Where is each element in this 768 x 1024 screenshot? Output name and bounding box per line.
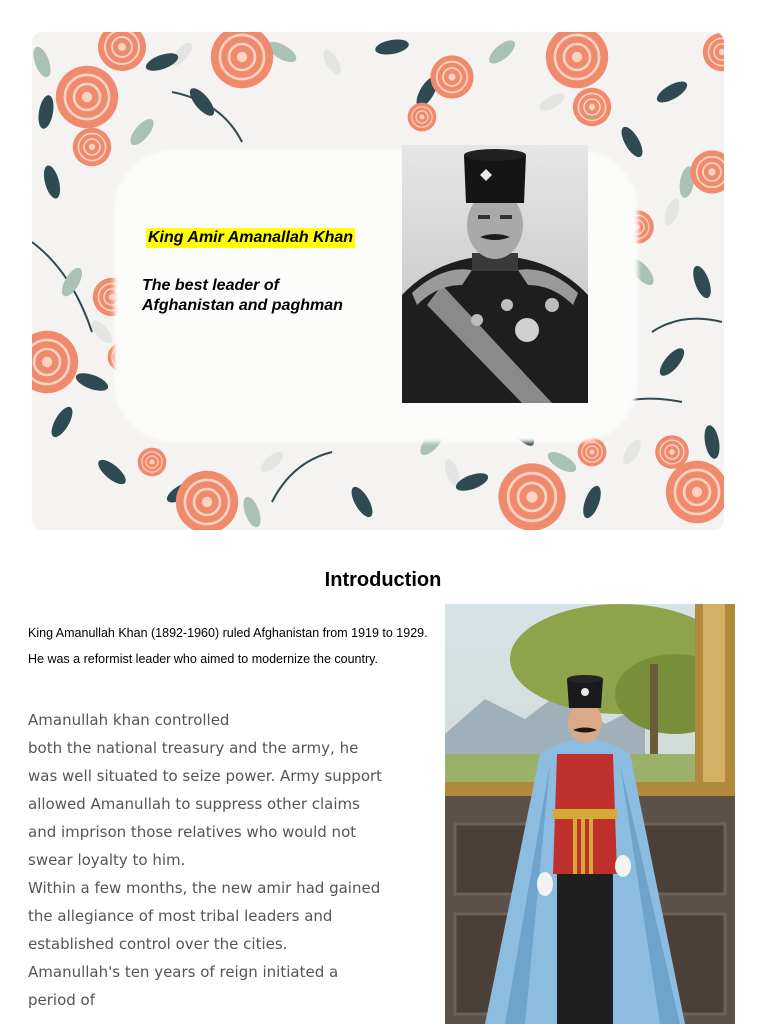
body-line: was well situated to seize power. Army support: [28, 767, 383, 785]
section-heading: Introduction: [324, 569, 442, 591]
body-line: Amanullah's ten years of reign initiated a: [28, 963, 339, 981]
cover-slide: [32, 32, 724, 530]
cover-title: King Amir Amanallah Khan: [148, 229, 354, 246]
body-line: and imprison those relatives who would not: [28, 823, 357, 841]
cover-subtitle-line: The best leader of: [142, 277, 279, 294]
body-line: swear loyalty to him.: [28, 851, 186, 869]
body-line: allowed Amanullah to suppress other claims: [28, 795, 360, 813]
body-line: Within a few months, the new amir had gained: [28, 879, 381, 897]
body-line: the allegiance of most tribal leaders and: [28, 907, 333, 925]
portrait-black-white: [402, 145, 588, 403]
body-paragraph: [28, 706, 428, 1014]
body-line: both the national treasury and the army, he: [28, 739, 359, 757]
intro-text-line: King Amanullah Khan (1892-1960) ruled Afghanistan from 1919 to 1929.: [28, 626, 428, 640]
body-line: Amanullah khan controlled: [28, 711, 230, 729]
cover-subtitle-line: Afghanistan and paghman: [142, 297, 343, 314]
portrait-color-painting: [445, 604, 735, 1024]
cover-subtitle: [142, 276, 392, 316]
body-line: period of: [28, 991, 96, 1009]
intro-text-line: He was a reformist leader who aimed to modernize the country.: [28, 652, 378, 666]
body-line: established control over the cities.: [28, 935, 288, 953]
